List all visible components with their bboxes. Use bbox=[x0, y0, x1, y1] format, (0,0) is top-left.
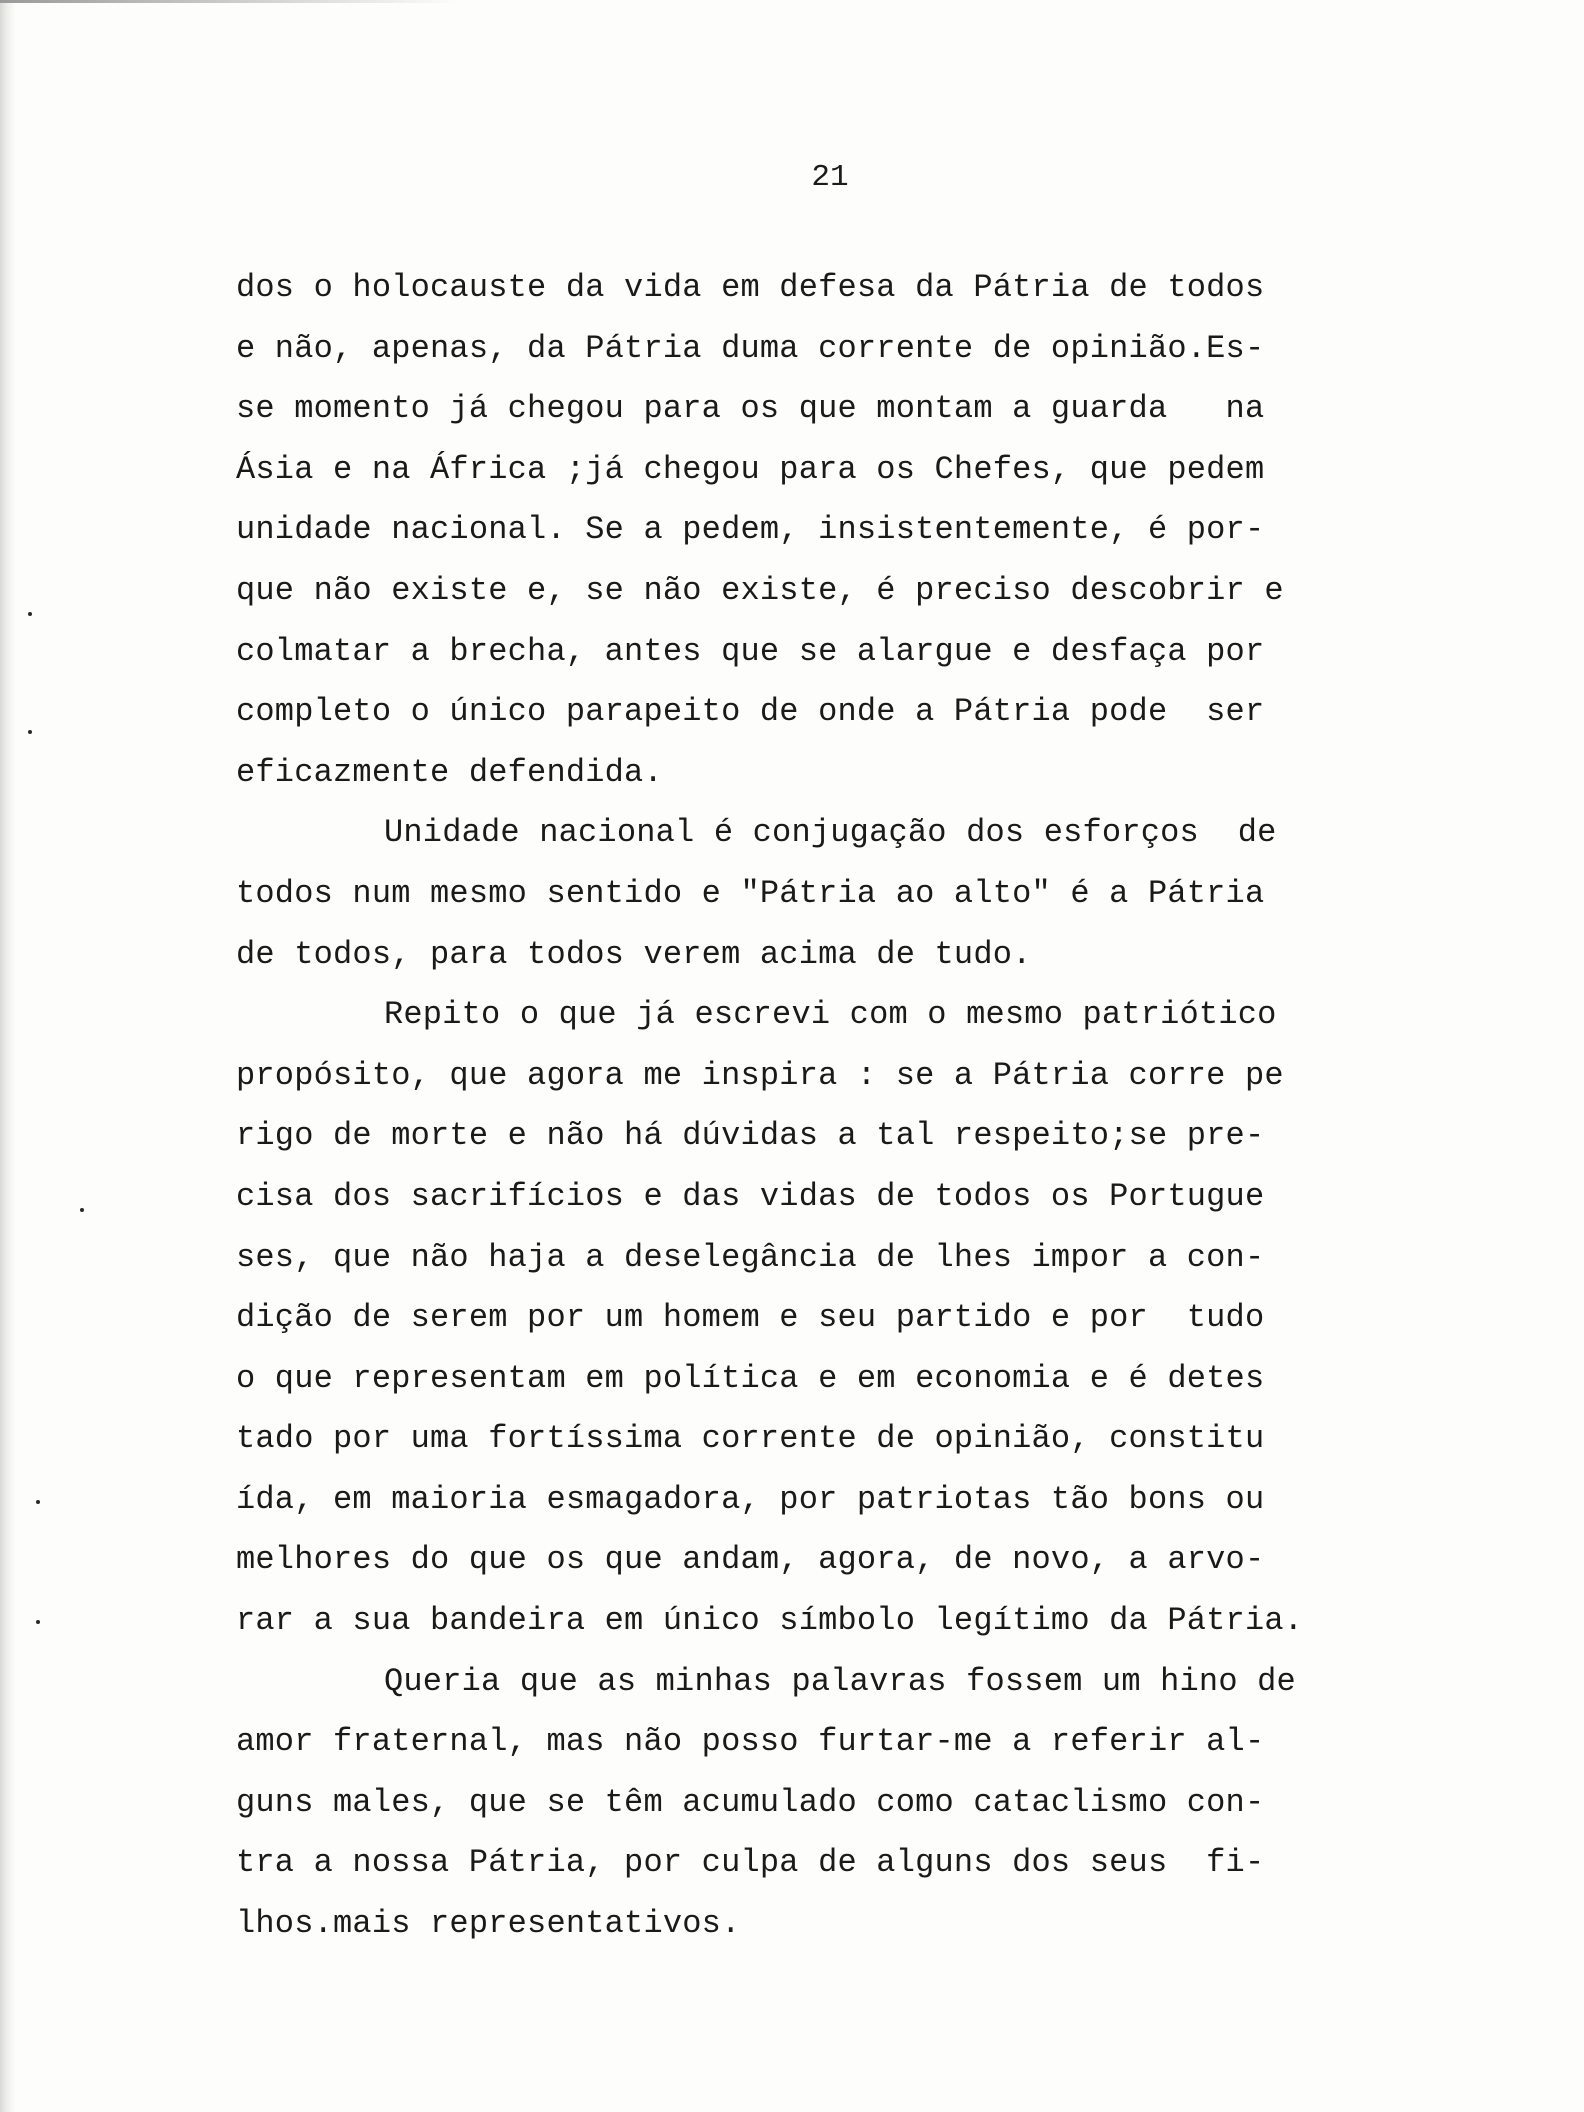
text-line: todos num mesmo sentido e "Pátria ao alto" é a Pátria bbox=[236, 874, 1265, 912]
text-line: Queria que as minhas palavras fossem um hino de bbox=[384, 1662, 1296, 1700]
text-line: melhores do que os que andam, agora, de novo, a arvo- bbox=[236, 1541, 1265, 1579]
scan-top-edge bbox=[0, 0, 460, 3]
text-line: lhos.mais representativos. bbox=[236, 1905, 741, 1943]
scan-speck bbox=[36, 1500, 40, 1504]
text-line: ses, que não haja a deselegância de lhes impor a con- bbox=[236, 1238, 1265, 1276]
text-line: propósito, que agora me inspira : se a Pátria corre pe bbox=[236, 1056, 1284, 1094]
text-line: Unidade nacional é conjugação dos esforços de bbox=[384, 814, 1277, 852]
text-line: se momento já chegou para os que montam a guarda na bbox=[236, 390, 1265, 428]
text-line: unidade nacional. Se a pedem, insistentemente, é por- bbox=[236, 511, 1265, 549]
text-line: Repito o que já escrevi com o mesmo patriótico bbox=[384, 996, 1277, 1034]
text-line: de todos, para todos verem acima de tudo. bbox=[236, 935, 1032, 973]
paragraph bbox=[236, 985, 1376, 1652]
text-line: tra a nossa Pátria, por culpa de alguns dos seus fi- bbox=[236, 1844, 1265, 1882]
text-line: completo o único parapeito de onde a Pátria pode ser bbox=[236, 693, 1265, 731]
paragraph bbox=[236, 258, 1376, 803]
paragraph bbox=[236, 1652, 1376, 1955]
scan-speck bbox=[28, 730, 32, 734]
text-line: dos o holocauste da vida em defesa da Pátria de todos bbox=[236, 269, 1265, 306]
text-line: ída, em maioria esmagadora, por patriotas tão bons ou bbox=[236, 1480, 1265, 1518]
text-line: colmatar a brecha, antes que se alargue e desfaça por bbox=[236, 632, 1265, 670]
text-line: dição de serem por um homem e seu partido e por tudo bbox=[236, 1299, 1265, 1337]
text-line: guns males, que se têm acumulado como cataclismo con- bbox=[236, 1783, 1265, 1821]
text-line: e não, apenas, da Pátria duma corrente de opinião.Es- bbox=[236, 329, 1265, 367]
text-line: rigo de morte e não há dúvidas a tal respeito;se pre- bbox=[236, 1117, 1265, 1155]
scan-speck bbox=[28, 612, 32, 616]
text-line: o que representam em política e em economia e é detes bbox=[236, 1359, 1265, 1397]
binding-edge bbox=[0, 0, 16, 2112]
text-line: que não existe e, se não existe, é preciso descobrir e bbox=[236, 571, 1284, 609]
text-line: Ásia e na África ;já chegou para os Chefes, que pedem bbox=[236, 450, 1265, 488]
text-line: tado por uma fortíssima corrente de opinião, constitu bbox=[236, 1420, 1265, 1458]
scan-speck bbox=[80, 1208, 84, 1212]
body-text bbox=[236, 258, 1376, 1955]
paragraph bbox=[236, 803, 1376, 985]
text-line: eficazmente defendida. bbox=[236, 753, 663, 791]
scan-speck bbox=[36, 1620, 40, 1624]
text-line: amor fraternal, mas não posso furtar-me a referir al- bbox=[236, 1723, 1265, 1761]
text-line: cisa dos sacrifícios e das vidas de todos os Portugue bbox=[236, 1177, 1265, 1215]
text-line: rar a sua bandeira em único símbolo legítimo da Pátria. bbox=[236, 1602, 1304, 1640]
page-number: 21 bbox=[811, 160, 849, 195]
